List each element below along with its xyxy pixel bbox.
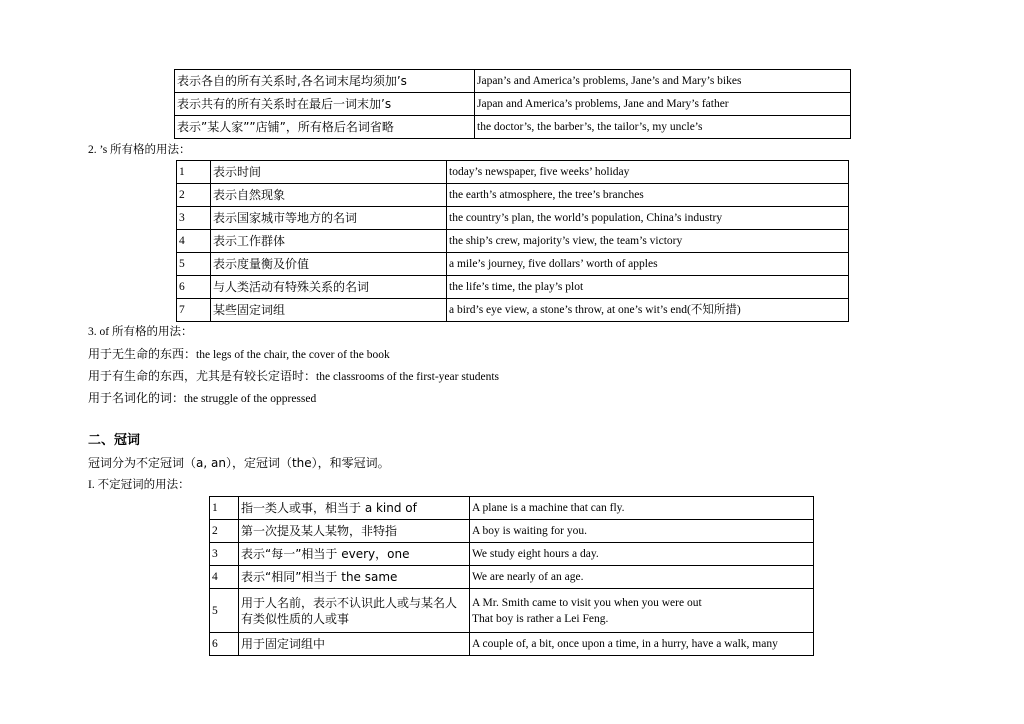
row-number: 1 bbox=[210, 497, 239, 520]
example-cell: A boy is waiting for you. bbox=[470, 520, 814, 543]
row-number: 3 bbox=[177, 207, 211, 230]
table-row bbox=[175, 70, 851, 93]
section-3-heading: 3. of 所有格的用法： bbox=[88, 326, 193, 338]
table-row bbox=[177, 207, 849, 230]
row-number: 5 bbox=[177, 253, 211, 276]
articles-intro: 冠词分为不定冠词（a, an），定冠词（the），和零冠词。 bbox=[88, 456, 390, 470]
rule-cell: 表示工作群体 bbox=[211, 230, 447, 253]
example-cell: We are nearly of an age. bbox=[470, 566, 814, 589]
rule-cell: 表示“相同”相当于 the same bbox=[239, 566, 470, 589]
row-number: 6 bbox=[210, 633, 239, 656]
table-row bbox=[210, 543, 814, 566]
table-row bbox=[177, 161, 849, 184]
example-cell: the country’s plan, the world’s population, China’s industry bbox=[447, 207, 849, 230]
rule-line: 有类似性质的人或事 bbox=[241, 611, 350, 626]
indefinite-article-heading: I. 不定冠词的用法： bbox=[88, 479, 190, 491]
row-number: 4 bbox=[210, 566, 239, 589]
row-number: 4 bbox=[177, 230, 211, 253]
rule-cell: 与人类活动有特殊关系的名词 bbox=[211, 276, 447, 299]
row-number: 6 bbox=[177, 276, 211, 299]
rule-cell: 表示”某人家””店铺”，所有格后名词省略 bbox=[175, 116, 475, 139]
example-cell: the earth’s atmosphere, the tree’s branches bbox=[447, 184, 849, 207]
usage-label: 用于有生命的东西，尤其是有较长定语时： bbox=[88, 369, 317, 383]
rule-cell: 指一类人或事，相当于 a kind of bbox=[239, 497, 470, 520]
example-cell: Japan’s and America’s problems, Jane’s and Mary’s bikes bbox=[475, 70, 851, 93]
table-row bbox=[177, 230, 849, 253]
of-usage-line bbox=[88, 368, 499, 385]
rule-cell: 某些固定词组 bbox=[211, 299, 447, 322]
table-row bbox=[177, 253, 849, 276]
usage-example: the classrooms of the first-year students bbox=[316, 371, 500, 383]
rule-cell: 表示共有的所有关系时在最后一词末加’s bbox=[175, 93, 475, 116]
table-row bbox=[210, 589, 814, 633]
rule-cell: 表示“每一”相当于 every，one bbox=[239, 543, 470, 566]
usage-example: the struggle of the oppressed bbox=[184, 393, 317, 405]
possessive-rules-table bbox=[174, 69, 851, 139]
row-number: 1 bbox=[177, 161, 211, 184]
row-number: 5 bbox=[210, 589, 239, 633]
example-cell: today’s newspaper, five weeks’ holiday bbox=[447, 161, 849, 184]
table-row bbox=[177, 299, 849, 322]
table-row bbox=[175, 116, 851, 139]
indefinite-article-table bbox=[209, 496, 814, 656]
row-number: 2 bbox=[177, 184, 211, 207]
rule-cell: 第一次提及某人某物，非特指 bbox=[239, 520, 470, 543]
example-cell: We study eight hours a day. bbox=[470, 543, 814, 566]
example-cell: the life’s time, the play’s plot bbox=[447, 276, 849, 299]
of-usage-line bbox=[88, 346, 390, 363]
rule-cell: 表示时间 bbox=[211, 161, 447, 184]
example-cell: a bird’s eye view, a stone’s throw, at one’s wit’s end(不知所措) bbox=[447, 299, 849, 322]
row-number: 7 bbox=[177, 299, 211, 322]
table-row bbox=[210, 520, 814, 543]
example-cell: the doctor’s, the barber’s, the tailor’s, my uncle’s bbox=[475, 116, 851, 139]
rule-cell bbox=[239, 589, 470, 633]
usage-label: 用于名词化的词： bbox=[88, 391, 185, 405]
rule-cell: 表示自然现象 bbox=[211, 184, 447, 207]
rule-cell: 表示度量衡及价值 bbox=[211, 253, 447, 276]
row-number: 3 bbox=[210, 543, 239, 566]
table-row bbox=[210, 497, 814, 520]
example-cell bbox=[470, 589, 814, 633]
table-row bbox=[177, 276, 849, 299]
section-2-heading: 2. ’s 所有格的用法： bbox=[88, 144, 191, 156]
usage-example: the legs of the chair, the cover of the book bbox=[196, 349, 390, 361]
example-cell: Japan and America’s problems, Jane and Mary’s father bbox=[475, 93, 851, 116]
table-row bbox=[210, 566, 814, 589]
rule-cell: 表示各自的所有关系时,各名词末尾均须加’s bbox=[175, 70, 475, 93]
rule-cell: 用于固定词组中 bbox=[239, 633, 470, 656]
rule-line: 用于人名前，表示不认识此人或与某名人 bbox=[241, 595, 458, 610]
of-usage-line bbox=[88, 390, 316, 407]
row-number: 2 bbox=[210, 520, 239, 543]
table-row bbox=[210, 633, 814, 656]
example-line: That boy is rather a Lei Feng. bbox=[472, 612, 609, 625]
example-cell: A couple of, a bit, once upon a time, in a hurry, have a walk, many bbox=[470, 633, 814, 656]
articles-heading: 二、冠词 bbox=[88, 433, 141, 448]
s-possessive-table bbox=[176, 160, 849, 322]
example-cell: A plane is a machine that can fly. bbox=[470, 497, 814, 520]
example-line: A Mr. Smith came to visit you when you were out bbox=[472, 596, 702, 609]
example-cell: a mile’s journey, five dollars’ worth of apples bbox=[447, 253, 849, 276]
example-cell: the ship’s crew, majority’s view, the team’s victory bbox=[447, 230, 849, 253]
table-row bbox=[175, 93, 851, 116]
rule-cell: 表示国家城市等地方的名词 bbox=[211, 207, 447, 230]
table-row bbox=[177, 184, 849, 207]
usage-label: 用于无生命的东西： bbox=[88, 347, 197, 361]
